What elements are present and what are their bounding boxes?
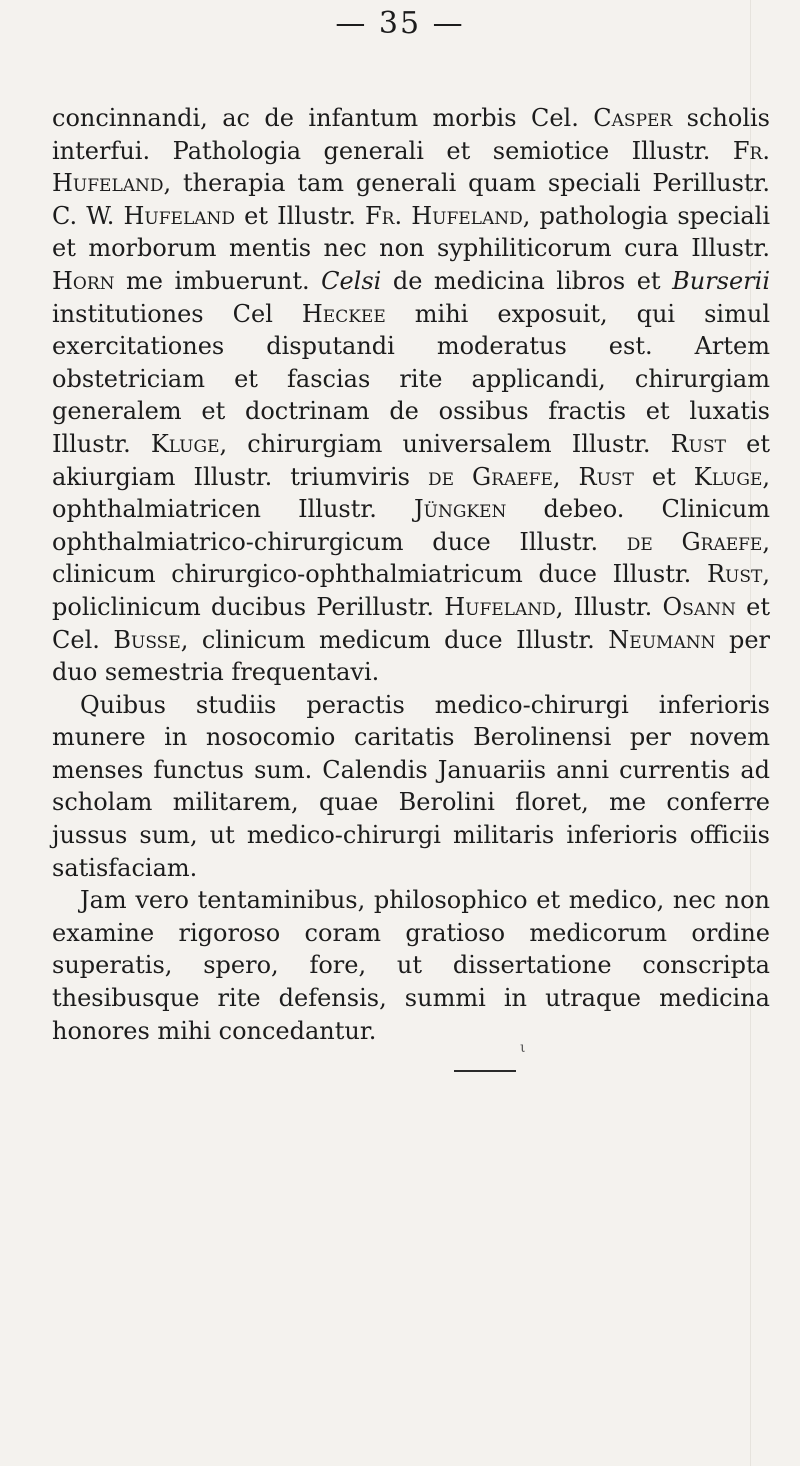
text-segment: institutiones Cel (52, 299, 302, 328)
name-jungken: Jüngken (414, 495, 507, 524)
text-segment: , policlinicum ducibus Perillustr. (52, 560, 770, 621)
text-segment: , pathologia speciali et morborum mentis nec non syphiliticorum cura Illustr. (52, 201, 770, 263)
text-segment: , clinicum chirurgico-ophthalmiatricum duce Illustr. (52, 527, 770, 589)
name-heckee: Heckee (301, 299, 386, 328)
name-kluge: Kluge (693, 462, 763, 491)
text-segment: et akiurgiam Illustr. triumviris (52, 429, 770, 491)
text-segment: , chirurgiam universalem Illustr. (219, 429, 671, 458)
page-mark: ι (520, 1040, 526, 1056)
paragraph-studies (52, 102, 770, 689)
text-segment: de medicina libros et (381, 266, 673, 295)
name-horn: Horn (52, 266, 115, 295)
text-segment: et (633, 462, 694, 491)
name-de-graefe-rust: de Graefe, Rust (427, 462, 634, 491)
text-segment: et Cel. (52, 592, 770, 654)
text-segment: , therapia tam generali quam speciali Perillustr. C. W. (52, 169, 770, 230)
paragraph-service: Quibus studiis peractis medico-chirurgi inferioris munere in nosocomio caritatis Berolinensi per novem menses functus sum. Calendis Januariis anni currentis ad scholam militarem, quae Berolini floret, me conferre jussus sum, ut medico-chirurgi militaris inferioris officiis satisfaciam. (52, 690, 770, 882)
name-hufeland: Hufeland (123, 201, 236, 230)
name-rust: Rust (670, 429, 726, 458)
name-neumann: Neumann (608, 625, 716, 654)
name-osann: Osann (662, 592, 736, 621)
work-burserii: Burserii (672, 266, 770, 295)
text-segment: et Illustr. (235, 201, 365, 230)
name-de-graefe: de Graefe (626, 527, 763, 556)
name-busse: Busse (113, 625, 181, 654)
name-casper: Casper (593, 104, 673, 132)
name-fr-hufeland: Fr. Hufeland (52, 136, 770, 198)
text-segment: debeo. Clinicum ophthalmiatrico-chirurgicum duce Illustr. (52, 495, 770, 556)
text-segment: , ophthalmiatricen Illustr. (52, 462, 771, 524)
text-segment: , clinicum medicum duce Illustr. (180, 625, 609, 654)
name-kluge: Kluge (150, 429, 220, 458)
text-segment: , Illustr. (555, 592, 663, 621)
name-fr-hufeland: Fr. Hufeland (365, 201, 523, 230)
text-segment: scholis interfui. Pathologia generali et semiotice Illustr. (52, 104, 771, 165)
page-number-header: — 35 — (335, 6, 465, 41)
work-celsi: Celsi (321, 266, 382, 295)
body-text (52, 102, 770, 1047)
end-rule (454, 1070, 516, 1072)
text-segment: concinnandi, ac de infantum morbis Cel. (52, 104, 594, 132)
paragraph-closing: Jam vero tentaminibus, philosophico et medico, nec non examine rigoroso coram gratioso medicorum ordine superatis, spero, fore, ut dissertatione conscripta thesibusque rite defensis, summi in utraque medicina honores mihi concedantur. (52, 886, 770, 1045)
name-rust: Rust (706, 560, 763, 589)
text-segment: mihi exposuit, qui simul exercitationes disputandi moderatus est. Artem obstetriciam et fascias rite applicandi, chirurgiam generalem et doctrinam de ossibus fractis et luxatis Illustr. (52, 299, 770, 458)
text-segment: me imbuerunt. (114, 266, 322, 295)
name-hufeland: Hufeland (444, 592, 556, 621)
text-segment: per duo semestria frequentavi. (52, 625, 771, 687)
